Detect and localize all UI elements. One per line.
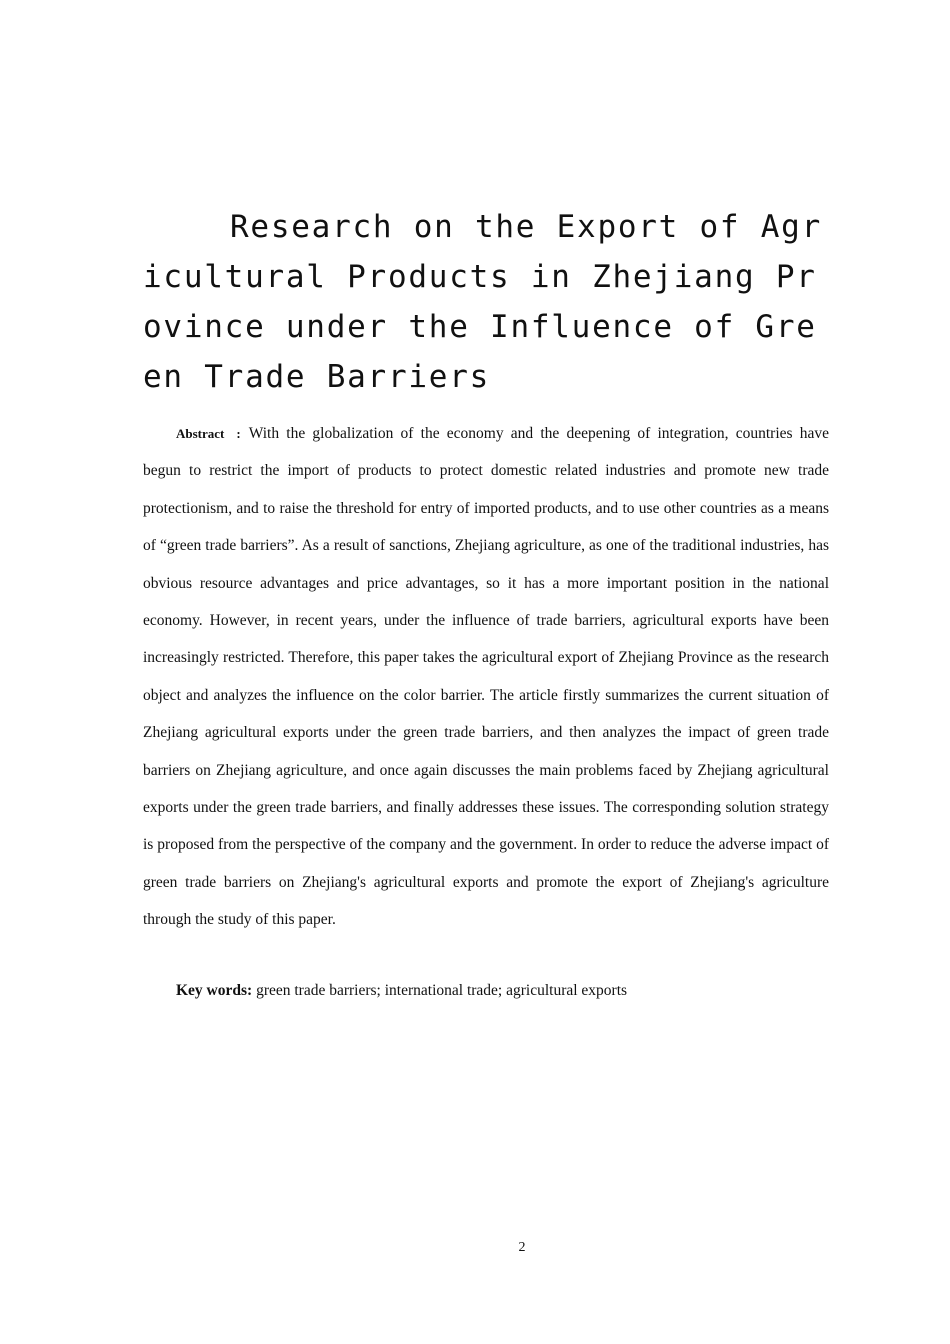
abstract-paragraph xyxy=(143,415,829,939)
abstract-colon: : xyxy=(236,426,241,441)
abstract-label: Abstract xyxy=(176,426,225,441)
abstract-text: With the globalization of the economy and the deepening of integration, countries have begun to restrict the import of products to protect domestic related industries and promote new trade protectionism, and to raise the threshold for entry of imported products, and to use other countries as a means of “green trade barriers”. As a result of sanctions, Zhejiang agriculture, as one of the traditional industries, has obvious resource advantages and price advantages, so it has a more important position in the national economy. However, in recent years, under the influence of trade barriers, agricultural exports have been increasingly restricted. Therefore, this paper takes the agricultural export of Zhejiang Province as the research object and analyzes the influence on the color barrier. The article firstly summarizes the current situation of Zhejiang agricultural exports under the green trade barriers, and then analyzes the impact of green trade barriers on Zhejiang agriculture, and once again discusses the main problems faced by Zhejiang agricultural exports under the green trade barriers, and finally addresses these issues. The corresponding solution strategy is proposed from the perspective of the company and the government. In order to reduce the adverse impact of green trade barriers on Zhejiang's agricultural exports and promote the export of Zhejiang's agriculture through the study of this paper. xyxy=(143,425,829,929)
keywords-label: Key words: xyxy=(176,982,253,999)
keywords-paragraph xyxy=(143,976,829,1006)
paper-title: Research on the Export of Agricultural Products in Zhejiang Province under the Influence of Green Trade Barriers xyxy=(143,209,822,395)
page-number: 2 xyxy=(518,1240,526,1255)
keywords-text: green trade barriers; international trade; agricultural exports xyxy=(256,982,628,999)
